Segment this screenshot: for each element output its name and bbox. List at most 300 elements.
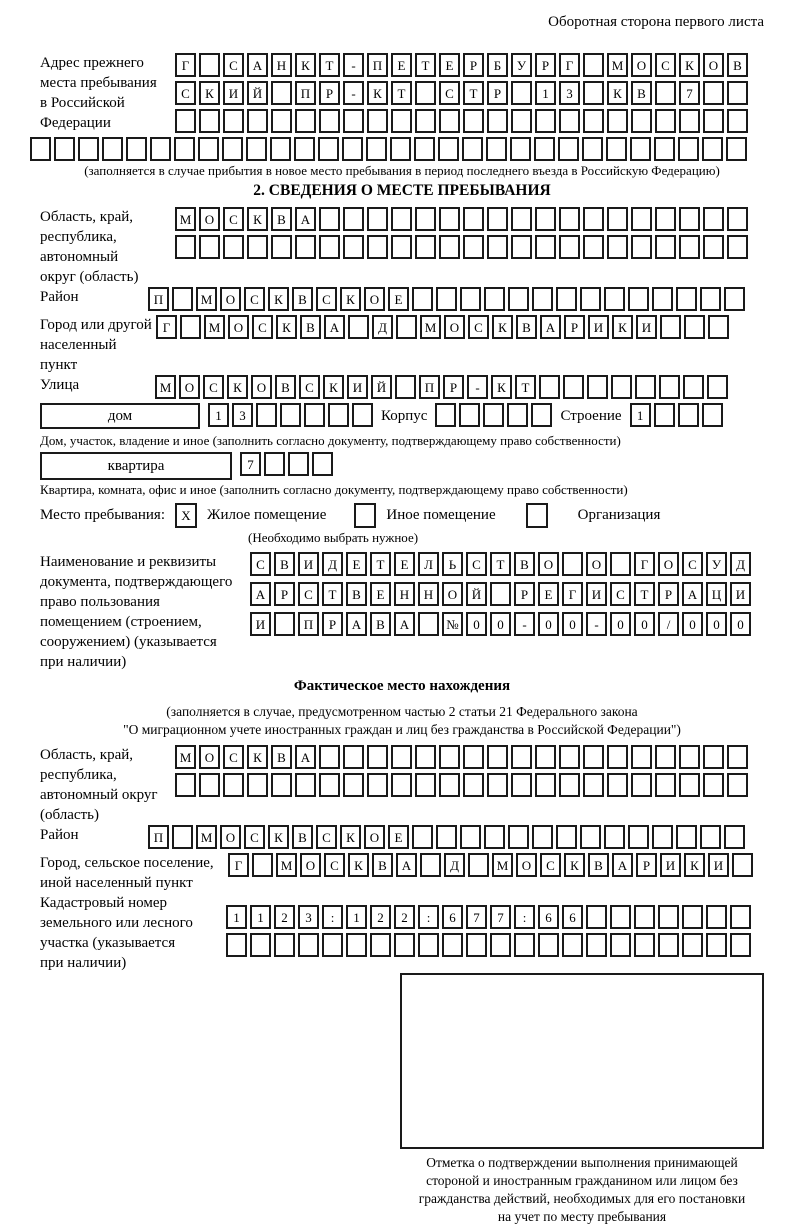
char-cell[interactable] bbox=[319, 235, 340, 259]
char-cell[interactable]: С bbox=[682, 552, 703, 576]
char-cell[interactable]: П bbox=[295, 81, 316, 105]
char-cell[interactable] bbox=[538, 933, 559, 957]
char-cell[interactable] bbox=[439, 235, 460, 259]
char-cell[interactable] bbox=[676, 825, 697, 849]
char-cell[interactable]: Д bbox=[372, 315, 393, 339]
char-cell[interactable]: К bbox=[323, 375, 344, 399]
char-cell[interactable]: И bbox=[588, 315, 609, 339]
char-cell[interactable] bbox=[610, 933, 631, 957]
char-cell[interactable] bbox=[562, 552, 583, 576]
char-cell[interactable] bbox=[484, 287, 505, 311]
char-cell[interactable]: : bbox=[514, 905, 535, 929]
char-cell[interactable]: Д bbox=[444, 853, 465, 877]
char-cell[interactable]: 1 bbox=[535, 81, 556, 105]
char-cell[interactable]: О bbox=[364, 287, 385, 311]
char-cell[interactable]: И bbox=[586, 582, 607, 606]
char-cell[interactable]: Е bbox=[394, 552, 415, 576]
char-cell[interactable]: К bbox=[276, 315, 297, 339]
char-cell[interactable] bbox=[295, 235, 316, 259]
char-cell[interactable] bbox=[559, 773, 580, 797]
char-cell[interactable] bbox=[679, 207, 700, 231]
char-cell[interactable] bbox=[280, 403, 301, 427]
char-cell[interactable] bbox=[319, 207, 340, 231]
char-cell[interactable] bbox=[634, 933, 655, 957]
char-cell[interactable] bbox=[486, 137, 507, 161]
char-cell[interactable] bbox=[415, 745, 436, 769]
char-cell[interactable]: И bbox=[708, 853, 729, 877]
char-cell[interactable] bbox=[628, 825, 649, 849]
char-cell[interactable]: О bbox=[631, 53, 652, 77]
char-cell[interactable] bbox=[487, 109, 508, 133]
char-cell[interactable] bbox=[126, 137, 147, 161]
char-cell[interactable]: К bbox=[491, 375, 512, 399]
char-cell[interactable]: М bbox=[276, 853, 297, 877]
char-cell[interactable] bbox=[658, 933, 679, 957]
char-cell[interactable] bbox=[342, 137, 363, 161]
char-cell[interactable]: В bbox=[372, 853, 393, 877]
char-cell[interactable] bbox=[703, 109, 724, 133]
char-cell[interactable]: М bbox=[175, 745, 196, 769]
char-cell[interactable] bbox=[391, 235, 412, 259]
char-cell[interactable] bbox=[442, 933, 463, 957]
char-cell[interactable] bbox=[487, 207, 508, 231]
char-cell[interactable]: А bbox=[540, 315, 561, 339]
char-cell[interactable]: В bbox=[300, 315, 321, 339]
char-cell[interactable] bbox=[511, 109, 532, 133]
char-cell[interactable] bbox=[703, 81, 724, 105]
char-cell[interactable] bbox=[367, 109, 388, 133]
char-cell[interactable] bbox=[439, 773, 460, 797]
char-cell[interactable]: И bbox=[223, 81, 244, 105]
char-cell[interactable] bbox=[198, 137, 219, 161]
char-cell[interactable] bbox=[655, 745, 676, 769]
char-cell[interactable] bbox=[343, 745, 364, 769]
char-cell[interactable] bbox=[535, 235, 556, 259]
char-cell[interactable] bbox=[703, 207, 724, 231]
char-cell[interactable] bbox=[490, 582, 511, 606]
char-cell[interactable] bbox=[510, 137, 531, 161]
char-cell[interactable]: 1 bbox=[208, 403, 229, 427]
char-cell[interactable]: - bbox=[343, 81, 364, 105]
char-cell[interactable]: С bbox=[610, 582, 631, 606]
char-cell[interactable]: К bbox=[340, 287, 361, 311]
char-cell[interactable] bbox=[367, 745, 388, 769]
char-cell[interactable] bbox=[395, 375, 416, 399]
char-cell[interactable] bbox=[727, 773, 748, 797]
char-cell[interactable] bbox=[172, 287, 193, 311]
char-cell[interactable]: 0 bbox=[634, 612, 655, 636]
char-cell[interactable] bbox=[511, 773, 532, 797]
char-cell[interactable] bbox=[580, 825, 601, 849]
char-cell[interactable] bbox=[487, 773, 508, 797]
char-cell[interactable] bbox=[631, 773, 652, 797]
char-cell[interactable]: А bbox=[295, 745, 316, 769]
char-cell[interactable]: К bbox=[612, 315, 633, 339]
char-cell[interactable]: К bbox=[492, 315, 513, 339]
char-cell[interactable]: 1 bbox=[226, 905, 247, 929]
char-cell[interactable] bbox=[655, 109, 676, 133]
char-cell[interactable]: Т bbox=[370, 552, 391, 576]
char-cell[interactable] bbox=[490, 933, 511, 957]
char-cell[interactable]: И bbox=[347, 375, 368, 399]
char-cell[interactable] bbox=[679, 235, 700, 259]
char-cell[interactable]: Т bbox=[463, 81, 484, 105]
char-cell[interactable]: 2 bbox=[370, 905, 391, 929]
char-cell[interactable]: М bbox=[196, 825, 217, 849]
char-cell[interactable] bbox=[611, 375, 632, 399]
char-cell[interactable]: А bbox=[324, 315, 345, 339]
char-cell[interactable] bbox=[439, 109, 460, 133]
char-cell[interactable]: В bbox=[631, 81, 652, 105]
char-cell[interactable] bbox=[199, 773, 220, 797]
char-cell[interactable] bbox=[508, 287, 529, 311]
char-cell[interactable] bbox=[655, 773, 676, 797]
char-cell[interactable]: В bbox=[292, 825, 313, 849]
char-cell[interactable]: У bbox=[706, 552, 727, 576]
char-cell[interactable]: Т bbox=[391, 81, 412, 105]
char-cell[interactable]: Е bbox=[388, 825, 409, 849]
char-cell[interactable] bbox=[676, 287, 697, 311]
char-cell[interactable] bbox=[604, 287, 625, 311]
char-cell[interactable] bbox=[174, 137, 195, 161]
char-cell[interactable] bbox=[460, 825, 481, 849]
char-cell[interactable]: 1 bbox=[346, 905, 367, 929]
char-cell[interactable]: Р bbox=[487, 81, 508, 105]
char-cell[interactable]: С bbox=[299, 375, 320, 399]
char-cell[interactable]: С bbox=[250, 552, 271, 576]
char-cell[interactable]: 0 bbox=[706, 612, 727, 636]
char-cell[interactable]: М bbox=[155, 375, 176, 399]
char-cell[interactable] bbox=[367, 207, 388, 231]
char-cell[interactable] bbox=[436, 825, 457, 849]
char-cell[interactable] bbox=[463, 207, 484, 231]
char-cell[interactable] bbox=[466, 933, 487, 957]
char-cell[interactable] bbox=[532, 287, 553, 311]
char-cell[interactable] bbox=[394, 933, 415, 957]
char-cell[interactable]: 0 bbox=[490, 612, 511, 636]
char-cell[interactable] bbox=[652, 825, 673, 849]
char-cell[interactable] bbox=[604, 825, 625, 849]
char-cell[interactable] bbox=[439, 745, 460, 769]
char-cell[interactable]: 1 bbox=[630, 403, 651, 427]
char-cell[interactable] bbox=[247, 109, 268, 133]
char-cell[interactable]: М bbox=[607, 53, 628, 77]
char-cell[interactable]: 0 bbox=[538, 612, 559, 636]
char-cell[interactable] bbox=[727, 109, 748, 133]
char-cell[interactable] bbox=[322, 933, 343, 957]
char-cell[interactable] bbox=[558, 137, 579, 161]
char-cell[interactable]: К bbox=[227, 375, 248, 399]
char-cell[interactable] bbox=[264, 452, 285, 476]
char-cell[interactable] bbox=[682, 905, 703, 929]
char-cell[interactable] bbox=[439, 207, 460, 231]
char-cell[interactable]: - bbox=[514, 612, 535, 636]
char-cell[interactable]: 6 bbox=[538, 905, 559, 929]
char-cell[interactable]: С bbox=[203, 375, 224, 399]
char-cell[interactable] bbox=[580, 287, 601, 311]
char-cell[interactable] bbox=[508, 825, 529, 849]
char-cell[interactable] bbox=[175, 235, 196, 259]
char-cell[interactable] bbox=[556, 287, 577, 311]
checkbox-other-premises[interactable] bbox=[354, 503, 376, 528]
char-cell[interactable]: О bbox=[364, 825, 385, 849]
char-cell[interactable]: С bbox=[244, 825, 265, 849]
char-cell[interactable]: Т bbox=[415, 53, 436, 77]
char-cell[interactable]: : bbox=[418, 905, 439, 929]
char-cell[interactable] bbox=[274, 933, 295, 957]
char-cell[interactable]: Т bbox=[319, 53, 340, 77]
char-cell[interactable]: С bbox=[175, 81, 196, 105]
char-cell[interactable] bbox=[511, 207, 532, 231]
char-cell[interactable] bbox=[610, 552, 631, 576]
char-cell[interactable] bbox=[256, 403, 277, 427]
char-cell[interactable] bbox=[700, 825, 721, 849]
char-cell[interactable]: О bbox=[703, 53, 724, 77]
char-cell[interactable] bbox=[271, 109, 292, 133]
char-cell[interactable] bbox=[436, 287, 457, 311]
char-cell[interactable] bbox=[414, 137, 435, 161]
char-cell[interactable]: 0 bbox=[466, 612, 487, 636]
char-cell[interactable]: С bbox=[655, 53, 676, 77]
char-cell[interactable] bbox=[607, 235, 628, 259]
char-cell[interactable]: Р bbox=[658, 582, 679, 606]
char-cell[interactable] bbox=[343, 109, 364, 133]
char-cell[interactable] bbox=[707, 375, 728, 399]
char-cell[interactable]: Г bbox=[228, 853, 249, 877]
char-cell[interactable]: В bbox=[274, 552, 295, 576]
char-cell[interactable] bbox=[175, 773, 196, 797]
char-cell[interactable]: В bbox=[370, 612, 391, 636]
char-cell[interactable]: А bbox=[295, 207, 316, 231]
char-cell[interactable]: К bbox=[247, 745, 268, 769]
char-cell[interactable]: Л bbox=[418, 552, 439, 576]
char-cell[interactable]: 0 bbox=[730, 612, 751, 636]
char-cell[interactable] bbox=[304, 403, 325, 427]
char-cell[interactable]: А bbox=[250, 582, 271, 606]
char-cell[interactable] bbox=[727, 207, 748, 231]
checkbox-residential[interactable]: X bbox=[175, 503, 197, 528]
char-cell[interactable] bbox=[682, 933, 703, 957]
char-cell[interactable] bbox=[415, 81, 436, 105]
char-cell[interactable]: С bbox=[223, 53, 244, 77]
char-cell[interactable] bbox=[172, 825, 193, 849]
char-cell[interactable]: Р bbox=[564, 315, 585, 339]
char-cell[interactable]: И bbox=[636, 315, 657, 339]
char-cell[interactable] bbox=[511, 745, 532, 769]
char-cell[interactable] bbox=[462, 137, 483, 161]
char-cell[interactable]: С bbox=[540, 853, 561, 877]
char-cell[interactable]: Р bbox=[535, 53, 556, 77]
char-cell[interactable] bbox=[412, 825, 433, 849]
char-cell[interactable] bbox=[732, 853, 753, 877]
char-cell[interactable] bbox=[724, 825, 745, 849]
char-cell[interactable] bbox=[415, 235, 436, 259]
char-cell[interactable] bbox=[318, 137, 339, 161]
char-cell[interactable]: И bbox=[298, 552, 319, 576]
char-cell[interactable]: Е bbox=[391, 53, 412, 77]
char-cell[interactable] bbox=[583, 53, 604, 77]
char-cell[interactable]: А bbox=[396, 853, 417, 877]
char-cell[interactable]: С bbox=[244, 287, 265, 311]
char-cell[interactable]: Р bbox=[322, 612, 343, 636]
char-cell[interactable] bbox=[562, 933, 583, 957]
char-cell[interactable] bbox=[634, 905, 655, 929]
char-cell[interactable]: К bbox=[684, 853, 705, 877]
char-cell[interactable]: Д bbox=[322, 552, 343, 576]
char-cell[interactable] bbox=[727, 81, 748, 105]
char-cell[interactable] bbox=[659, 375, 680, 399]
char-cell[interactable]: О bbox=[658, 552, 679, 576]
char-cell[interactable] bbox=[535, 109, 556, 133]
char-cell[interactable]: Е bbox=[388, 287, 409, 311]
char-cell[interactable]: Г bbox=[559, 53, 580, 77]
char-cell[interactable]: Р bbox=[463, 53, 484, 77]
char-cell[interactable]: К bbox=[247, 207, 268, 231]
char-cell[interactable] bbox=[610, 905, 631, 929]
char-cell[interactable] bbox=[556, 825, 577, 849]
char-cell[interactable] bbox=[607, 773, 628, 797]
char-cell[interactable] bbox=[708, 315, 729, 339]
char-cell[interactable] bbox=[583, 109, 604, 133]
char-cell[interactable] bbox=[367, 773, 388, 797]
char-cell[interactable] bbox=[607, 207, 628, 231]
char-cell[interactable]: М bbox=[204, 315, 225, 339]
char-cell[interactable] bbox=[655, 81, 676, 105]
char-cell[interactable]: С bbox=[252, 315, 273, 339]
char-cell[interactable] bbox=[679, 745, 700, 769]
char-cell[interactable] bbox=[295, 773, 316, 797]
char-cell[interactable] bbox=[468, 853, 489, 877]
char-cell[interactable]: 3 bbox=[232, 403, 253, 427]
char-cell[interactable]: / bbox=[658, 612, 679, 636]
char-cell[interactable] bbox=[583, 207, 604, 231]
char-cell[interactable] bbox=[678, 137, 699, 161]
char-cell[interactable] bbox=[655, 235, 676, 259]
char-cell[interactable]: - bbox=[586, 612, 607, 636]
char-cell[interactable] bbox=[463, 109, 484, 133]
char-cell[interactable] bbox=[418, 612, 439, 636]
char-cell[interactable]: А bbox=[247, 53, 268, 77]
char-cell[interactable] bbox=[703, 235, 724, 259]
char-cell[interactable]: 7 bbox=[466, 905, 487, 929]
char-cell[interactable]: М bbox=[420, 315, 441, 339]
char-cell[interactable]: 1 bbox=[250, 905, 271, 929]
char-cell[interactable]: И bbox=[730, 582, 751, 606]
char-cell[interactable] bbox=[366, 137, 387, 161]
char-cell[interactable] bbox=[631, 745, 652, 769]
char-cell[interactable]: К bbox=[268, 287, 289, 311]
char-cell[interactable]: С bbox=[466, 552, 487, 576]
char-cell[interactable] bbox=[298, 933, 319, 957]
char-cell[interactable] bbox=[415, 109, 436, 133]
char-cell[interactable]: Т bbox=[515, 375, 536, 399]
char-cell[interactable] bbox=[730, 905, 751, 929]
char-cell[interactable]: О bbox=[179, 375, 200, 399]
char-cell[interactable] bbox=[391, 109, 412, 133]
char-cell[interactable] bbox=[78, 137, 99, 161]
char-cell[interactable] bbox=[582, 137, 603, 161]
char-cell[interactable] bbox=[700, 287, 721, 311]
char-cell[interactable] bbox=[370, 933, 391, 957]
char-cell[interactable] bbox=[679, 773, 700, 797]
char-cell[interactable] bbox=[180, 315, 201, 339]
char-cell[interactable]: 0 bbox=[562, 612, 583, 636]
char-cell[interactable] bbox=[459, 403, 480, 427]
char-cell[interactable]: 7 bbox=[679, 81, 700, 105]
char-cell[interactable]: В bbox=[514, 552, 535, 576]
char-cell[interactable] bbox=[535, 207, 556, 231]
char-cell[interactable]: 0 bbox=[610, 612, 631, 636]
char-cell[interactable] bbox=[587, 375, 608, 399]
char-cell[interactable] bbox=[391, 745, 412, 769]
char-cell[interactable]: С bbox=[223, 207, 244, 231]
char-cell[interactable] bbox=[418, 933, 439, 957]
char-cell[interactable]: М bbox=[196, 287, 217, 311]
checkbox-organization[interactable] bbox=[526, 503, 548, 528]
char-cell[interactable]: Е bbox=[439, 53, 460, 77]
char-cell[interactable]: К bbox=[295, 53, 316, 77]
char-cell[interactable]: 2 bbox=[394, 905, 415, 929]
char-cell[interactable]: Р bbox=[443, 375, 464, 399]
char-cell[interactable]: В bbox=[588, 853, 609, 877]
char-cell[interactable] bbox=[487, 745, 508, 769]
char-cell[interactable] bbox=[702, 403, 723, 427]
char-cell[interactable] bbox=[223, 109, 244, 133]
char-cell[interactable] bbox=[199, 235, 220, 259]
char-cell[interactable] bbox=[199, 53, 220, 77]
char-cell[interactable]: К bbox=[268, 825, 289, 849]
char-cell[interactable]: М bbox=[175, 207, 196, 231]
char-cell[interactable] bbox=[463, 773, 484, 797]
char-cell[interactable] bbox=[438, 137, 459, 161]
char-cell[interactable]: П bbox=[148, 287, 169, 311]
char-cell[interactable] bbox=[531, 403, 552, 427]
char-cell[interactable] bbox=[607, 745, 628, 769]
char-cell[interactable]: О bbox=[251, 375, 272, 399]
char-cell[interactable] bbox=[199, 109, 220, 133]
char-cell[interactable] bbox=[655, 207, 676, 231]
char-cell[interactable]: А bbox=[394, 612, 415, 636]
char-cell[interactable] bbox=[727, 745, 748, 769]
char-cell[interactable]: С bbox=[439, 81, 460, 105]
char-cell[interactable] bbox=[319, 109, 340, 133]
char-cell[interactable] bbox=[312, 452, 333, 476]
char-cell[interactable] bbox=[559, 207, 580, 231]
char-cell[interactable]: О bbox=[516, 853, 537, 877]
char-cell[interactable]: Т bbox=[490, 552, 511, 576]
char-cell[interactable] bbox=[679, 109, 700, 133]
char-cell[interactable]: В bbox=[727, 53, 748, 77]
char-cell[interactable]: Й bbox=[466, 582, 487, 606]
char-cell[interactable] bbox=[250, 933, 271, 957]
char-cell[interactable]: С bbox=[316, 825, 337, 849]
char-cell[interactable]: Й bbox=[247, 81, 268, 105]
char-cell[interactable] bbox=[391, 773, 412, 797]
char-cell[interactable]: М bbox=[492, 853, 513, 877]
char-cell[interactable]: Г bbox=[562, 582, 583, 606]
char-cell[interactable]: К bbox=[607, 81, 628, 105]
char-cell[interactable] bbox=[586, 933, 607, 957]
char-cell[interactable] bbox=[507, 403, 528, 427]
char-cell[interactable] bbox=[726, 137, 747, 161]
char-cell[interactable] bbox=[412, 287, 433, 311]
char-cell[interactable]: О bbox=[220, 287, 241, 311]
char-cell[interactable]: В bbox=[516, 315, 537, 339]
char-cell[interactable]: : bbox=[322, 905, 343, 929]
char-cell[interactable] bbox=[352, 403, 373, 427]
char-cell[interactable] bbox=[652, 287, 673, 311]
char-cell[interactable] bbox=[658, 905, 679, 929]
